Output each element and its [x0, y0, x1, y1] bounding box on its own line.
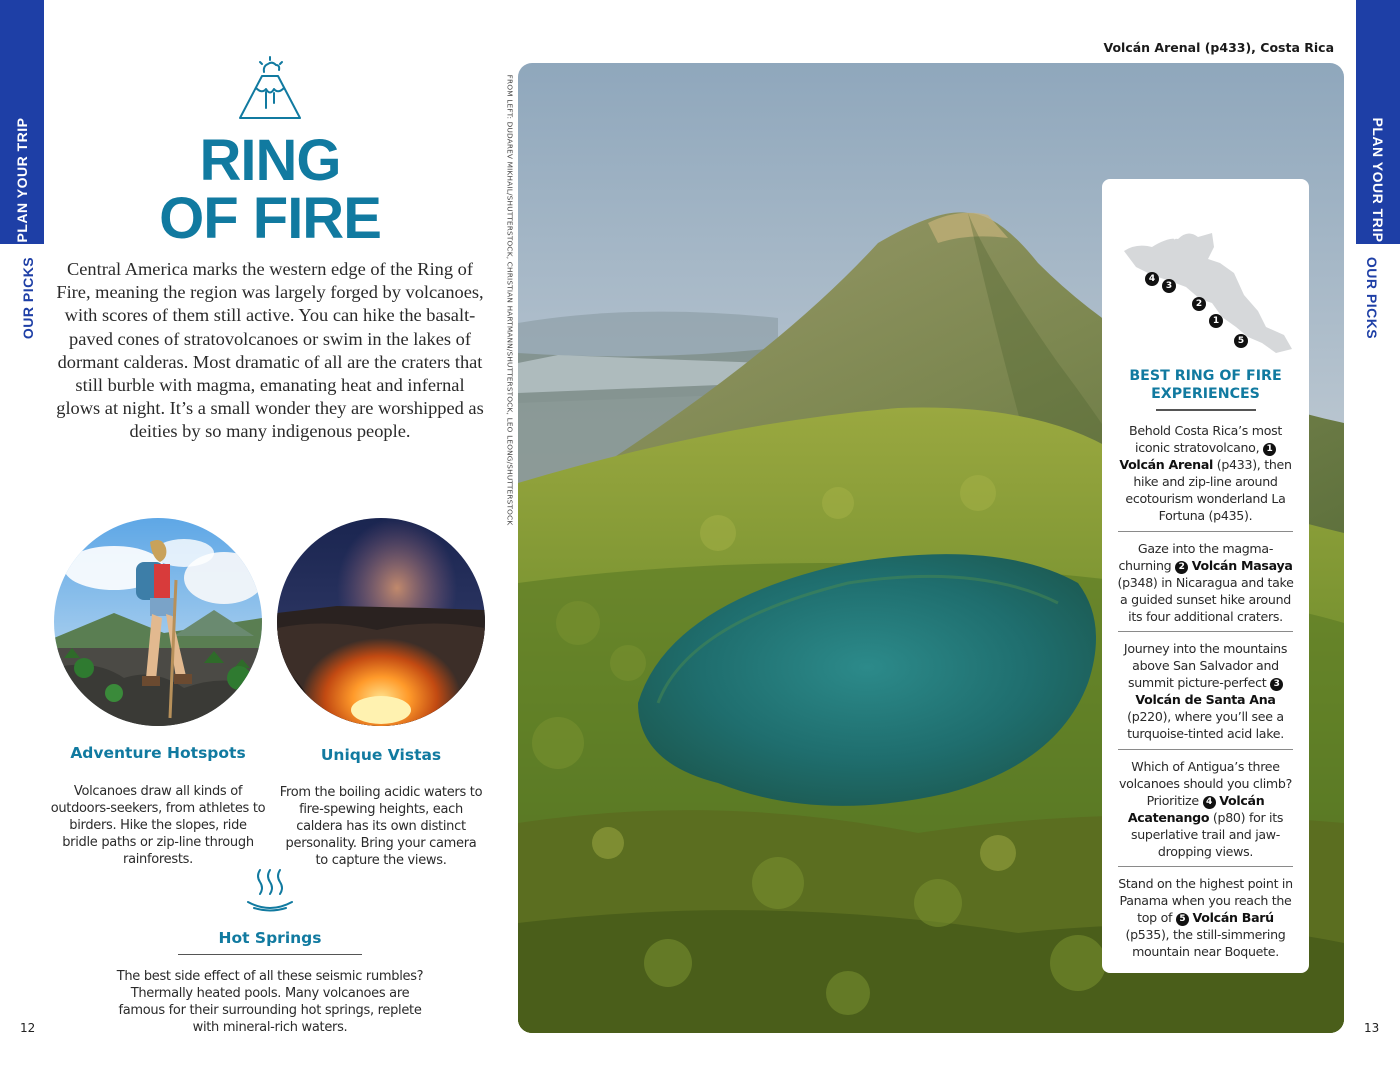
- map-marker-2: 2: [1192, 297, 1206, 311]
- hot-springs-heading: Hot Springs: [218, 929, 322, 947]
- experience-number-badge: 5: [1176, 913, 1189, 926]
- experiences-card: [1102, 179, 1309, 973]
- title-line-2: OF FIRE: [159, 186, 381, 251]
- page-number-right: 13: [1364, 1021, 1380, 1035]
- experience-number-badge: 1: [1263, 443, 1276, 456]
- experience-item: [1114, 875, 1297, 960]
- intro-paragraph: Central America marks the western edge of the Ring of Fire, meaning the region was largely forged by volcanoes, with scores of them still active. You can hike the basalt-paved cones of stratovolcanoes or swim in the lakes of dormant calderas. Most dramatic of all are the craters that still burble with magma, emanating heat and infernal glows at night. It’s a small wonder they are worshipped as deities by so many indigenous people.: [56, 259, 484, 442]
- central-america-map: [1116, 203, 1296, 363]
- unique-vistas-text: From the boiling acidic waters to fire-spewing heights, each caldera has its own distinct personality. Bring your camera to capture the views.: [279, 785, 483, 868]
- experience-text: Gaze into the magma-churning: [1118, 541, 1274, 573]
- hot-springs-text: The best side effect of all these seismic rumbles? Thermally heated pools. Many volcanoes are famous for their surrounding hot springs, replete with mineral-rich waters.: [116, 969, 424, 1035]
- photo-caption: Volcán Arenal (p433), Costa Rica: [1103, 40, 1334, 55]
- experience-number-badge: 3: [1270, 678, 1283, 691]
- map-marker-5: 5: [1234, 334, 1248, 348]
- right-section-label: OUR PICKS: [1364, 256, 1380, 340]
- left-tab-label: PLAN YOUR TRIP: [14, 117, 30, 243]
- experience-volcano-name: Volcán Arenal: [1119, 457, 1214, 472]
- experience-text: (p80) for its superlative trail and jaw-dropping views.: [1130, 810, 1284, 859]
- experience-divider: [1118, 531, 1293, 532]
- map-marker-1: 1: [1209, 314, 1223, 328]
- unique-vistas-heading: Unique Vistas: [320, 746, 442, 764]
- experience-number-badge: 2: [1175, 561, 1188, 574]
- card-heading-line-1: BEST RING OF FIRE: [1129, 368, 1282, 384]
- page-number-left: 12: [20, 1021, 36, 1035]
- page-title: [100, 128, 440, 251]
- volcano-icon: [236, 56, 304, 124]
- experience-text: Behold Costa Rica’s most iconic stratovolcano,: [1128, 423, 1283, 455]
- experience-item: [1114, 640, 1297, 742]
- experience-volcano-name: Volcán de Santa Ana: [1135, 692, 1276, 707]
- title-line-1: RING: [199, 128, 341, 193]
- hot-springs-icon: [244, 866, 296, 914]
- experience-volcano-name: Volcán Acatenango: [1127, 793, 1265, 825]
- map-marker-4: 4: [1145, 272, 1159, 286]
- card-heading: [1102, 367, 1309, 403]
- experience-divider: [1118, 866, 1293, 867]
- right-tab-label: PLAN YOUR TRIP: [1370, 117, 1386, 243]
- map-marker-3: 3: [1162, 279, 1176, 293]
- experience-divider: [1118, 631, 1293, 632]
- experience-text: (p348) in Nicaragua and take a guided sunset hike around its four additional craters.: [1117, 575, 1294, 624]
- experience-volcano-name: Volcán Masaya: [1191, 558, 1293, 573]
- experience-divider: [1118, 749, 1293, 750]
- left-section-label: OUR PICKS: [20, 256, 36, 340]
- experience-volcano-name: Volcán Barú: [1192, 910, 1274, 925]
- experience-text: (p535), the still-simmering mountain near Boquete.: [1125, 927, 1286, 959]
- photo-credit: FROM LEFT: DUDAREV MIKHAIL/SHUTTERSTOCK, CHRISTIAN HARTMANN/SHUTTERSTOCK, LEO LEONG/SHUTTERSTOCK: [505, 74, 515, 526]
- experience-number-badge: 4: [1203, 796, 1216, 809]
- hot-springs-divider: [178, 954, 362, 955]
- hiker-photo: [54, 518, 262, 726]
- lava-crater-photo: [277, 518, 485, 726]
- card-heading-divider: [1156, 409, 1256, 411]
- card-heading-line-2: EXPERIENCES: [1151, 386, 1260, 402]
- experience-item: [1114, 540, 1297, 625]
- experience-text: (p220), where you’ll see a turquoise-tinted acid lake.: [1127, 709, 1284, 741]
- experience-text: Which of Antigua’s three volcanoes should you climb? Prioritize: [1119, 759, 1292, 808]
- experience-item: [1114, 758, 1297, 860]
- experience-text: (p433), then hike and zip-line around ecotourism wonderland La Fortuna (p435).: [1125, 457, 1292, 523]
- experience-text: Stand on the highest point in Panama when you reach the top of: [1118, 876, 1293, 925]
- experience-item: [1114, 422, 1297, 524]
- adventure-hotspots-heading: Adventure Hotspots: [70, 744, 246, 762]
- experience-text: Journey into the mountains above San Salvador and summit picture-perfect: [1123, 641, 1288, 690]
- adventure-hotspots-text: Volcanoes draw all kinds of outdoors-seekers, from athletes to birders. Hike the slopes, ride bridle paths or zip-line through rainforests.: [50, 784, 266, 867]
